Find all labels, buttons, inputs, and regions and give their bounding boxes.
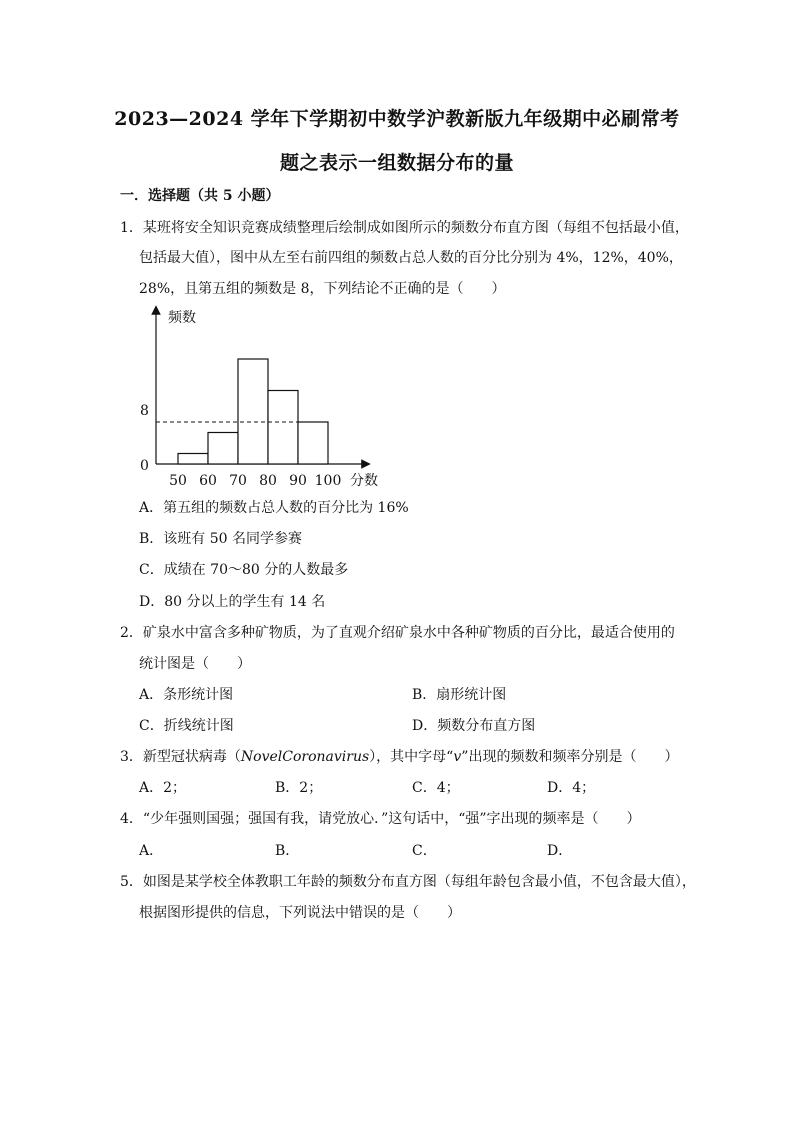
q3-text-italic: NovelCoronavirus xyxy=(240,749,370,765)
histogram-bar-90-100 xyxy=(298,422,328,464)
y-tick-label-8: 8 xyxy=(140,403,149,419)
q2-option-d[interactable]: D．频数分布直方图 xyxy=(412,718,536,734)
histogram-bar-60-70 xyxy=(208,433,238,465)
q1-option-c[interactable]: C．成绩在 70～80 分的人数最多 xyxy=(139,562,349,578)
q1-option-b[interactable]: B．该班有 50 名同学参赛 xyxy=(139,531,303,547)
x-tick-label-60: 60 xyxy=(199,473,217,489)
q4-option-c[interactable]: C． xyxy=(412,843,437,859)
q2-option-a[interactable]: A．条形统计图 xyxy=(139,687,234,703)
histogram-bar-70-80 xyxy=(238,359,268,464)
q2-option-c[interactable]: C．折线统计图 xyxy=(139,718,234,734)
q3-option-c[interactable]: C．4； xyxy=(412,780,460,796)
q1-option-d[interactable]: D．80 分以上的学生有 14 名 xyxy=(139,594,326,610)
section-heading: 一．选择题（共 5 小题） xyxy=(120,188,280,204)
q3-text xyxy=(120,747,678,767)
histogram-bar-50-60 xyxy=(178,454,208,465)
histogram-bar-80-90 xyxy=(268,391,298,465)
q3-text-mid: ），其中字母“ xyxy=(369,749,454,765)
q1-option-a[interactable]: A．第五组的频数占总人数的百分比为 16% xyxy=(139,500,409,516)
q5-text-line2: 根据图形提供的信息，下列说法中错误的是（ ） xyxy=(139,905,461,921)
y-tick-label-0: 0 xyxy=(140,458,149,474)
q3-text-prefix: 3．新型冠状病毒（ xyxy=(120,749,241,765)
q1-text-line2: 包括最大值），图中从左至右前四组的频数占总人数的百分比分别为 4%，12%，40%， xyxy=(139,250,683,266)
q3-option-b[interactable]: B．2； xyxy=(275,780,323,796)
q3-option-d[interactable]: D．4； xyxy=(547,780,596,796)
x-tick-label-100: 100 xyxy=(314,473,342,489)
q3-text-suffix: ”出现的频数和频率分别是（ ） xyxy=(461,749,679,765)
x-tick-label-70: 70 xyxy=(229,473,247,489)
q1-text-line1: 1．某班将安全知识竞赛成绩整理后绘制成如图所示的频数分布直方图（每组不包括最小值， xyxy=(120,220,689,236)
q2-text-line1: 2．矿泉水中富含多种矿物质，为了直观介绍矿泉水中各种矿物质的百分比，最适合使用的 xyxy=(120,625,675,641)
q3-option-a[interactable]: A．2； xyxy=(139,780,187,796)
q4-option-d[interactable]: D． xyxy=(547,843,573,859)
q4-text: 4．“少年强则国强；强国有我，请党放心．”这句话中，“强”字出现的频率是（ ） xyxy=(120,811,641,827)
q5-text-line1: 5．如图是某学校全体教职工年龄的频数分布直方图（每组年龄包含最小值，不包含最大值）， xyxy=(120,874,696,890)
x-axis-label: 分数 xyxy=(350,473,378,489)
document-title-line1: 2023—2024 学年下学期初中数学沪教新版九年级期中必刷常考 xyxy=(114,108,680,130)
document-title-line2: 题之表示一组数据分布的量 xyxy=(279,152,514,174)
frequency-histogram xyxy=(130,302,400,494)
q2-text-line2: 统计图是（ ） xyxy=(139,656,251,672)
q2-option-b[interactable]: B．扇形统计图 xyxy=(412,687,507,703)
y-axis-label: 频数 xyxy=(168,310,196,326)
x-tick-label-90: 90 xyxy=(289,473,307,489)
x-tick-label-50: 50 xyxy=(169,473,187,489)
q4-option-b[interactable]: B． xyxy=(275,843,300,859)
q3-text-italic-v: v xyxy=(453,749,462,765)
x-tick-label-80: 80 xyxy=(259,473,277,489)
q1-text-line3: 28%，且第五组的频数是 8，下列结论不正确的是（ ） xyxy=(139,281,506,297)
q4-option-a[interactable]: A． xyxy=(139,843,164,859)
